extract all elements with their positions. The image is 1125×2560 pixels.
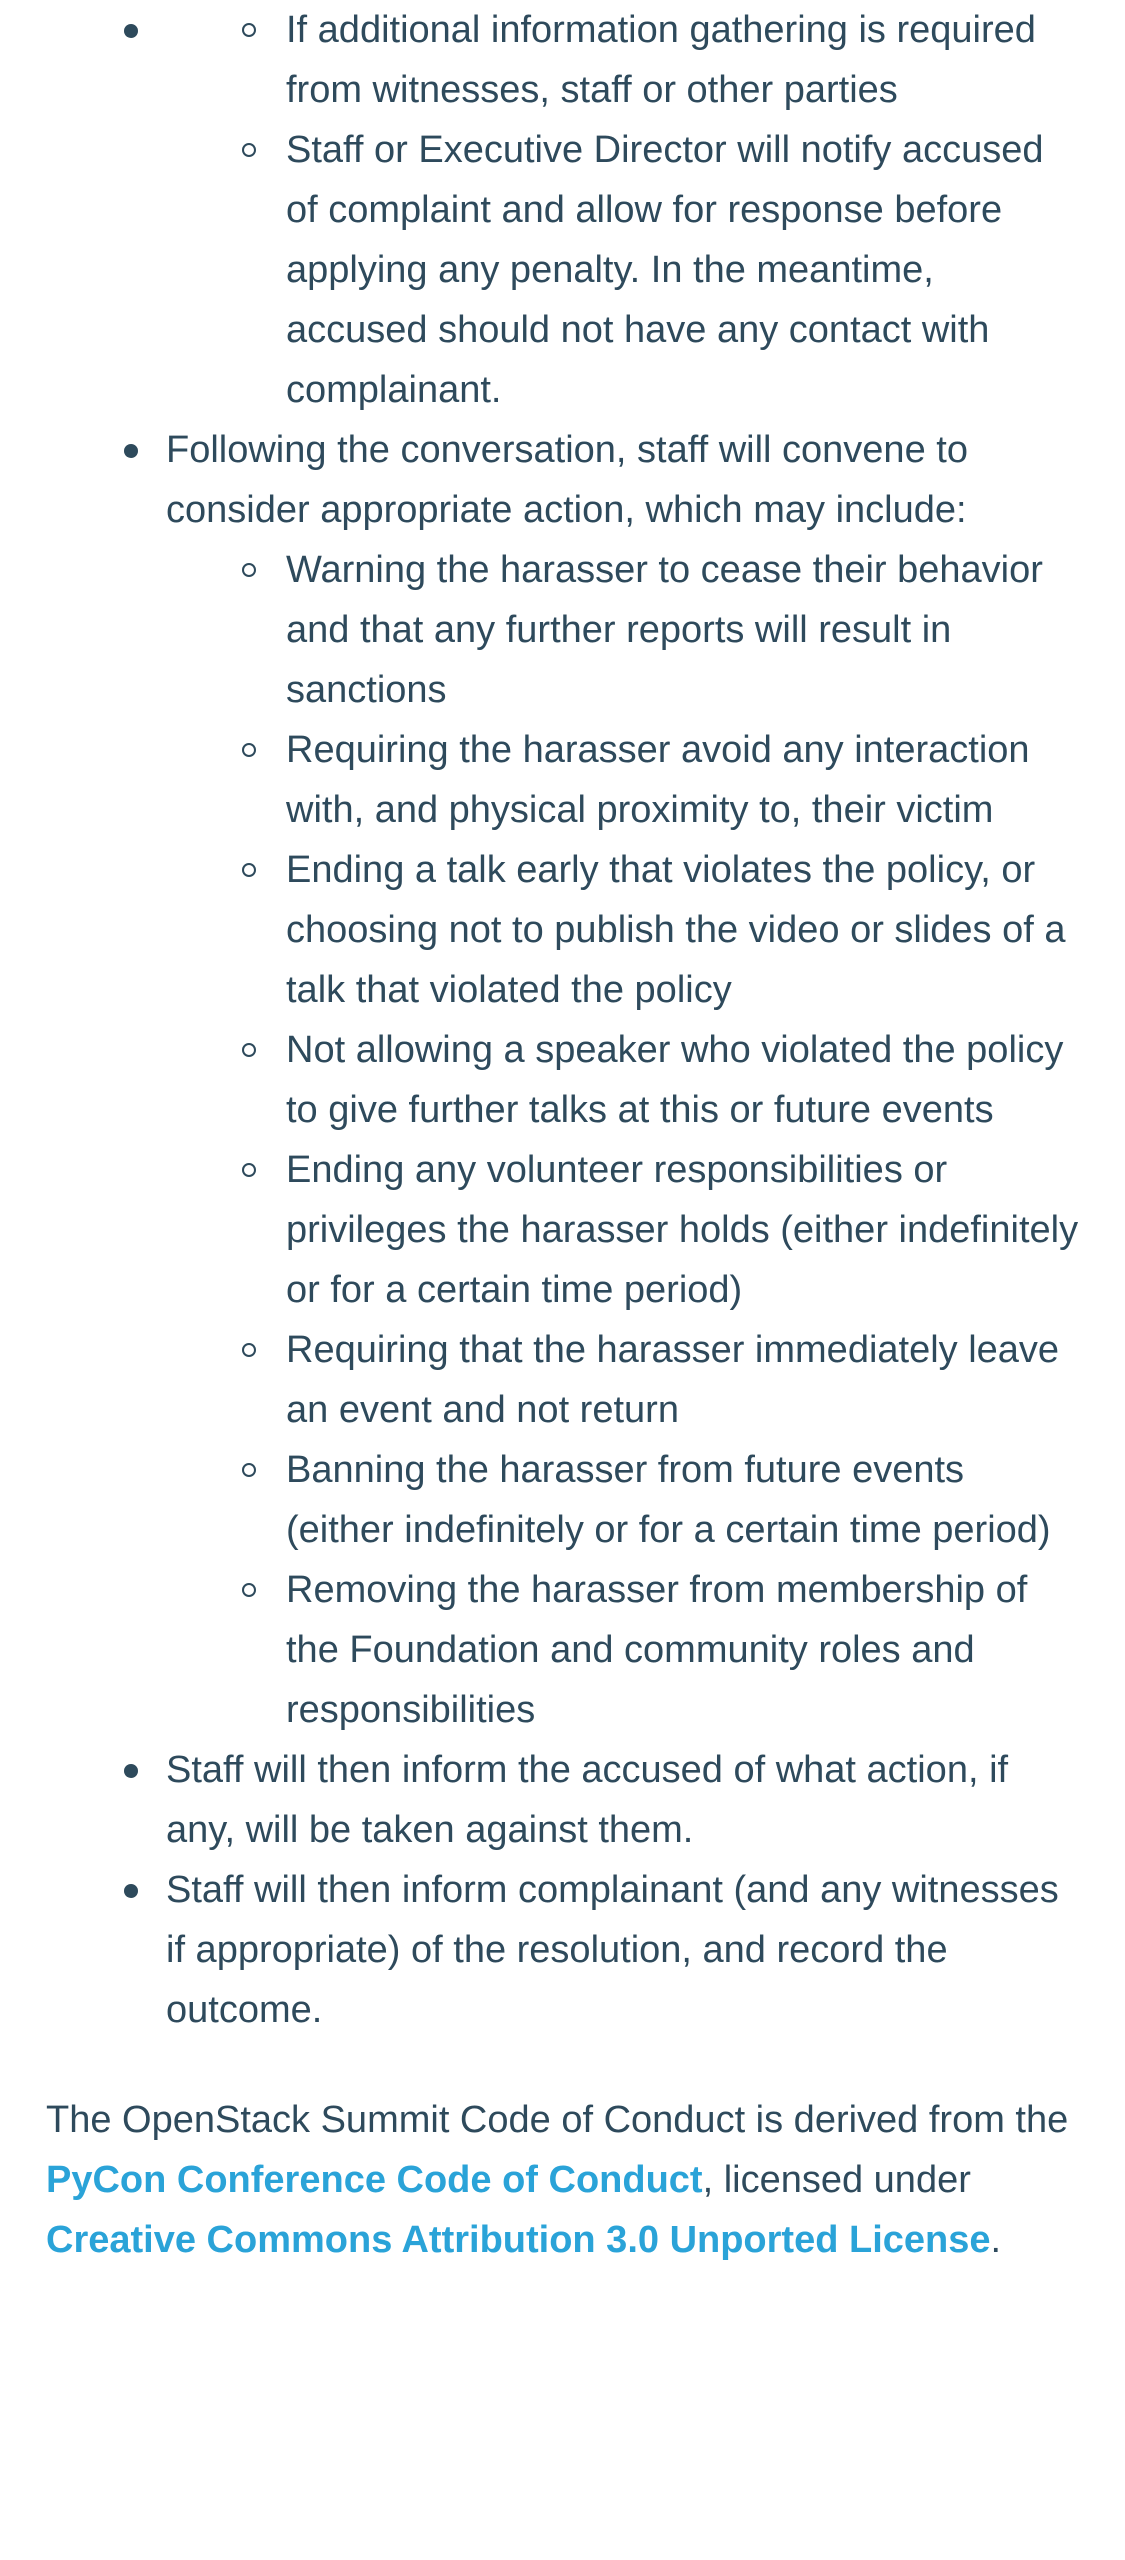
- sublist-item: Staff or Executive Director will notify accused of complaint and allow for response before applying any penalty. In the meantime, accused should not have any contact with complainant.: [286, 120, 1079, 420]
- creative-commons-license-link[interactable]: Creative Commons Attribution 3.0 Unported License: [46, 2219, 991, 2261]
- step-item: [166, 1740, 1079, 1860]
- sublist-item: Warning the harasser to cease their behavior and that any further reports will result in sanctions: [286, 540, 1079, 720]
- actions-sublist: [166, 540, 1079, 1740]
- step-text: Staff will then inform complainant (and any witnesses if appropriate) of the resolution, and record the outcome.: [166, 1869, 1059, 2031]
- step-item: [166, 420, 1079, 1740]
- list-item-continued: [166, 0, 1079, 420]
- sublist-item: If additional information gathering is required from witnesses, staff or other parties: [286, 0, 1079, 120]
- sublist-item: Ending any volunteer responsibilities or privileges the harasser holds (either indefinitely or for a certain time period): [286, 1140, 1079, 1320]
- continued-sublist: [166, 0, 1079, 420]
- attribution-text-after: .: [990, 2219, 1002, 2261]
- sublist-item: Not allowing a speaker who violated the policy to give further talks at this or future events: [286, 1020, 1079, 1140]
- sublist-item: Removing the harasser from membership of the Foundation and community roles and responsibilities: [286, 1560, 1079, 1740]
- attribution-text-before: The OpenStack Summit Code of Conduct is derived from the: [46, 2099, 1069, 2141]
- attribution-paragraph: [46, 2090, 1079, 2270]
- steps-list: [46, 420, 1079, 2040]
- sublist-item: Requiring the harasser avoid any interaction with, and physical proximity to, their victim: [286, 720, 1079, 840]
- step-item: [166, 1860, 1079, 2040]
- attribution-text-middle: , licensed under: [702, 2159, 971, 2201]
- step-text: Following the conversation, staff will convene to consider appropriate action, which may include:: [166, 429, 968, 531]
- sublist-item: Requiring that the harasser immediately leave an event and not return: [286, 1320, 1079, 1440]
- step-text: Staff will then inform the accused of what action, if any, will be taken against them.: [166, 1749, 1009, 1851]
- sublist-item: Ending a talk early that violates the policy, or choosing not to publish the video or slides of a talk that violated the policy: [286, 840, 1079, 1020]
- procedure-list: [46, 0, 1079, 420]
- pycon-code-of-conduct-link[interactable]: PyCon Conference Code of Conduct: [46, 2159, 703, 2201]
- sublist-item: Banning the harasser from future events (either indefinitely or for a certain time period): [286, 1440, 1079, 1560]
